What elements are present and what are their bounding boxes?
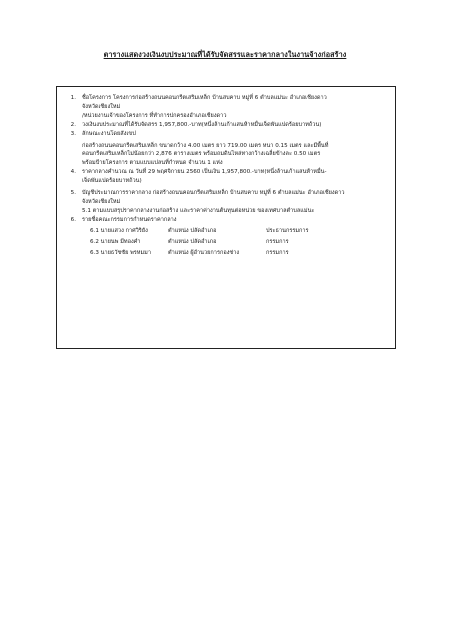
committee-role: กรรมการ [266, 249, 289, 256]
item-description [58, 130, 392, 139]
price-list-detail [58, 207, 392, 216]
item-budget [58, 121, 392, 130]
committee-role: ประธานกรรมการ [266, 227, 309, 234]
item-committee [58, 216, 392, 225]
item-text: วงเงินงบประมาณที่ได้รับจัดสรร 1,957,800.-บาท(หนึ่งล้านเก้าแสนห้าหมื่นเจ็ดพันแปดร้อยบาทถ้วน) [82, 121, 322, 128]
document-body [58, 94, 392, 257]
committee-position: ตำแหน่ง ปลัดอำเภอ [168, 227, 217, 234]
item-text: รายชื่อคณะกรรมการกำหนดราคากลาง [82, 216, 177, 223]
detail-text: พร้อมป้ายโครงการ ตามแบบแปลนที่กำหนด จำนวน 1 แห่ง [82, 160, 223, 167]
item-text: ลักษณะงานโดยสังเขป [82, 130, 136, 137]
item-number: 5. [70, 190, 76, 197]
item-text: เจ็ดพันแปดร้อยบาทถ้วน) [82, 178, 142, 185]
committee-role: กรรมการ [266, 238, 289, 245]
committee-position: ตำแหน่ง ผู้อำนวยการกองช่าง [168, 249, 240, 256]
item-median-price [58, 168, 392, 186]
item-text: /หน่วยงานเจ้าของโครงการ ที่ทำการปกครองอำเภอเชียงดาว [82, 112, 227, 119]
committee-row [58, 227, 392, 236]
committee-row [58, 249, 392, 258]
item-number: 4. [70, 169, 76, 176]
committee-position: ตำแหน่ง ปลัดอำเภอ [168, 238, 217, 245]
description-detail [58, 142, 392, 169]
detail-text: 5.1 ตามแบบสรุปราคากลางงานก่อสร้าง และราคาค่างานต้นทุนต่อหน่วย ของเทศบาลตำบลแม่นะ [82, 207, 315, 214]
item-text: จังหวัดเชียงใหม่ [82, 103, 121, 110]
item-project-name [58, 94, 392, 121]
committee-name: 6.2 นายนพ มีทองคำ [90, 238, 141, 245]
item-text: บัญชีประมาณการราคากลาง ก่อสร้างถนนคอนกรีตเสริมเหล็ก บ้านสบคาบ หมู่ที่ 6 ตำบลแม่นะ อำเภอเชียงดาว [82, 190, 345, 197]
item-number: 2. [70, 121, 76, 128]
detail-text: คอนกรีตเสริมเหล็กไม่น้อยกว่า 2,876 ตารางเมตร พร้อมถมดินไหล่ทางกว้างเฉลี่ยข้างละ 0.50 เมตร [82, 151, 321, 158]
item-number: 1. [70, 95, 76, 101]
detail-text: ก่อสร้างถนนคอนกรีตเสริมเหล็ก ขนาดกว้าง 4.00 เมตร ยาว 719.00 เมตร หนา 0.15 เมตร และมีพื้นที่ [82, 142, 329, 149]
item-text: ชื่อโครงการ โครงการก่อสร้างถนนคอนกรีตเสริมเหล็ก บ้านสบคาบ หมู่ที่ 6 ตำบลแม่นะ อำเภอเชียงดาว [82, 95, 327, 101]
committee-row [58, 238, 392, 247]
item-number: 3. [70, 130, 76, 137]
item-price-list [58, 189, 392, 207]
committee-name: 6.1 นายแสวง กาศวิริยัง [90, 227, 148, 234]
document-title: ตารางแสดงวงเงินงบประมาณที่ได้รับจัดสรรและราคากลางในงานจ้างก่อสร้าง [103, 50, 347, 59]
item-number: 6. [70, 216, 76, 223]
committee-name: 6.3 นายธวัชชัย พรหมมา [90, 249, 152, 256]
item-text: ราคากลางคำนวณ ณ วันที่ 29 พฤศจิกายน 2560 เป็นเงิน 1,957,800.-บาท(หนึ่งล้านเก้าแสนห้าหมื่น- [82, 169, 327, 176]
item-text: จังหวัดเชียงใหม่ [82, 198, 121, 205]
